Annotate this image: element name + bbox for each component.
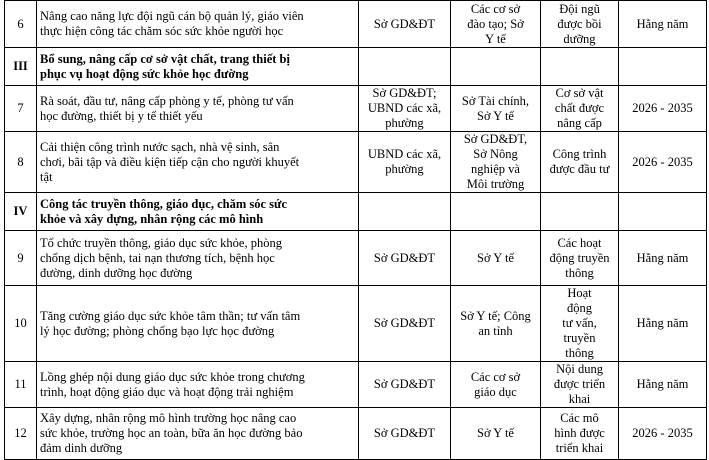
product-line: chất được [554, 101, 605, 115]
row-number: III [5, 48, 37, 86]
task-description-line: Cải thiện công trình nước sạch, nhà vệ sinh, sân [40, 139, 280, 154]
product-line: Các mô [560, 411, 599, 425]
section-row [5, 48, 707, 86]
coordinating-agency-line: Sở Y tế [477, 426, 514, 440]
coordinating-agency-line: Sở Nông [473, 147, 518, 161]
product-line: được đầu tư [549, 162, 610, 176]
product [541, 408, 619, 460]
product-line: tư vấn, [562, 316, 597, 330]
product-line: Công trình [552, 147, 607, 161]
lead-agency-line: Sở GD&ĐT [373, 16, 436, 31]
product-line: thông [565, 265, 594, 280]
coordinating-agency [451, 132, 541, 193]
product [541, 86, 619, 132]
coordinating-agency-line: đào tạo; Sở [467, 16, 524, 31]
task-description-line: khỏe và xây dựng, nhân rộng các mô hình [40, 211, 264, 226]
task-description-line: đường, dinh dưỡng học đường [40, 265, 193, 280]
coordinating-agency-line: Các cơ sở [470, 369, 521, 384]
product [541, 193, 619, 231]
task-description-line: Tăng cường giáo dục sức khỏe tâm thần; tư vấn tâm [40, 308, 301, 323]
lead-agency-line: Sở GD&ĐT [373, 250, 436, 265]
task-description [37, 86, 359, 132]
plan-table-body [5, 1, 707, 460]
product-line: Cơ sở vật [555, 86, 604, 100]
table-row [5, 408, 707, 460]
task-description-line: đảm dinh dưỡng [40, 441, 123, 455]
product [541, 48, 619, 86]
product [541, 132, 619, 193]
coordinating-agency-line: Y tế [485, 31, 506, 46]
coordinating-agency-line: Sở Y tế; Công [460, 308, 531, 323]
product-line: dưỡng [563, 31, 596, 46]
table-row [5, 86, 707, 132]
timeline: Hằng năm [619, 1, 707, 48]
task-description [37, 132, 359, 193]
section-row [5, 193, 707, 231]
lead-agency-line: Sở GD&ĐT [373, 426, 436, 440]
product-line: được triển [553, 377, 606, 391]
table-row [5, 1, 707, 48]
task-description-line: sức khỏe, trường học an toàn, bữa ăn học đường bảo [40, 426, 303, 440]
product [541, 286, 619, 362]
product-line: thông [565, 346, 594, 360]
lead-agency [359, 408, 451, 460]
task-description-line: chống dịch bệnh, tai nạn thương tích, bệnh học [40, 250, 275, 265]
timeline: 2026 - 2035 [619, 408, 707, 460]
task-description-line: lý học đường; phòng chống bạo lực học đường [40, 323, 275, 338]
product [541, 231, 619, 286]
coordinating-agency [451, 1, 541, 48]
timeline: 2026 - 2035 [619, 132, 707, 193]
coordinating-agency-line: Sở Y tế [477, 108, 514, 123]
row-number: 9 [5, 231, 37, 286]
coordinating-agency [451, 48, 541, 86]
row-number: 8 [5, 132, 37, 193]
task-description-line: chơi, bãi tập và điều kiện tiếp cận cho người khuyết [40, 154, 300, 169]
coordinating-agency-line: Sở GD&ĐT, [463, 132, 528, 146]
row-number: 6 [5, 1, 37, 48]
product-line: nâng cấp [557, 116, 602, 130]
coordinating-agency-line: an tỉnh [478, 323, 513, 338]
product-line: động truyền [549, 250, 610, 265]
task-description-line: Nâng cao năng lực đội ngũ cán bộ quản lý, giáo viên [40, 9, 304, 23]
lead-agency-line: Sở GD&ĐT [373, 377, 436, 391]
lead-agency-line: Sở GD&ĐT; [372, 86, 437, 100]
coordinating-agency-line: giáo dục [474, 384, 517, 399]
task-description-line: học đường, thiết bị y tế thiết yếu [40, 108, 203, 123]
product-line: Đội ngũ [559, 1, 600, 16]
lead-agency [359, 48, 451, 86]
product-line: được bồi [557, 16, 602, 31]
timeline: Hằng năm [619, 286, 707, 362]
product-line: khai [568, 392, 591, 406]
table-row [5, 231, 707, 286]
coordinating-agency [451, 86, 541, 132]
row-number: 12 [5, 408, 37, 460]
coordinating-agency-line: Môi trường [466, 177, 525, 191]
product-line: Nội dung [556, 362, 603, 376]
task-description-line: Công tác truyền thông, giáo dục, chăm sóc sức [40, 196, 288, 211]
coordinating-agency-line: nghiệp và [471, 162, 520, 176]
product-line: hình được [554, 426, 605, 440]
timeline: Hằng năm [619, 231, 707, 286]
lead-agency-line: Sở GD&ĐT [373, 316, 436, 330]
task-description-line: Tổ chức truyền thông, giáo dục sức khỏe, phòng [40, 235, 282, 250]
lead-agency [359, 86, 451, 132]
product [541, 362, 619, 408]
product [541, 1, 619, 48]
row-number: 7 [5, 86, 37, 132]
coordinating-agency-line: Các cơ sở [470, 1, 521, 16]
timeline [619, 193, 707, 231]
task-description-line: Lồng ghép nội dung giáo dục sức khỏe trong chương [40, 369, 305, 384]
task-description-line: thực hiện công tác chăm sóc sức khỏe người học [40, 24, 284, 38]
timeline: Hằng năm [619, 362, 707, 408]
timeline: 2026 - 2035 [619, 86, 707, 132]
lead-agency [359, 1, 451, 48]
task-description-line: Rà soát, đầu tư, nâng cấp phòng y tế, phòng tư vấn [40, 93, 294, 108]
lead-agency-line: phường [385, 162, 424, 176]
row-number: 10 [5, 286, 37, 362]
table-row [5, 362, 707, 408]
task-description-line: tật [40, 169, 53, 184]
coordinating-agency [451, 286, 541, 362]
coordinating-agency [451, 408, 541, 460]
task-description [37, 193, 359, 231]
coordinating-agency [451, 231, 541, 286]
product-line: truyền [563, 331, 596, 345]
coordinating-agency [451, 362, 541, 408]
task-description [37, 231, 359, 286]
task-description [37, 362, 359, 408]
task-description-line: trình, hoạt động giáo dục và hoạt động trải nghiệm [40, 384, 294, 399]
lead-agency [359, 362, 451, 408]
coordinating-agency-line: Sở Tài chính, [461, 93, 530, 108]
plan-table [4, 0, 707, 460]
timeline [619, 48, 707, 86]
product-line: Các hoạt [557, 235, 602, 250]
task-description [37, 408, 359, 460]
task-description [37, 48, 359, 86]
coordinating-agency-line: Sở Y tế [477, 250, 514, 265]
lead-agency [359, 286, 451, 362]
task-description-line: Bổ sung, nâng cấp cơ sở vật chất, trang thiết bị [40, 51, 290, 66]
product-line: triển khai [555, 441, 604, 455]
task-description [37, 1, 359, 48]
row-number: 11 [5, 362, 37, 408]
lead-agency-line: phường [385, 116, 424, 130]
table-row [5, 132, 707, 193]
row-number: IV [5, 193, 37, 231]
lead-agency [359, 231, 451, 286]
product-line: Hoạt [567, 286, 592, 300]
coordinating-agency [451, 193, 541, 231]
lead-agency-line: UBND các xã, [367, 147, 442, 161]
task-description-line: phục vụ hoạt động sức khỏe học đường [40, 66, 249, 81]
product-line: động [567, 301, 592, 315]
lead-agency [359, 132, 451, 193]
lead-agency [359, 193, 451, 231]
lead-agency-line: UBND các xã, [367, 101, 442, 115]
table-row [5, 286, 707, 362]
task-description-line: Xây dựng, nhân rộng mô hình trường học nâng cao [40, 411, 297, 425]
task-description [37, 286, 359, 362]
